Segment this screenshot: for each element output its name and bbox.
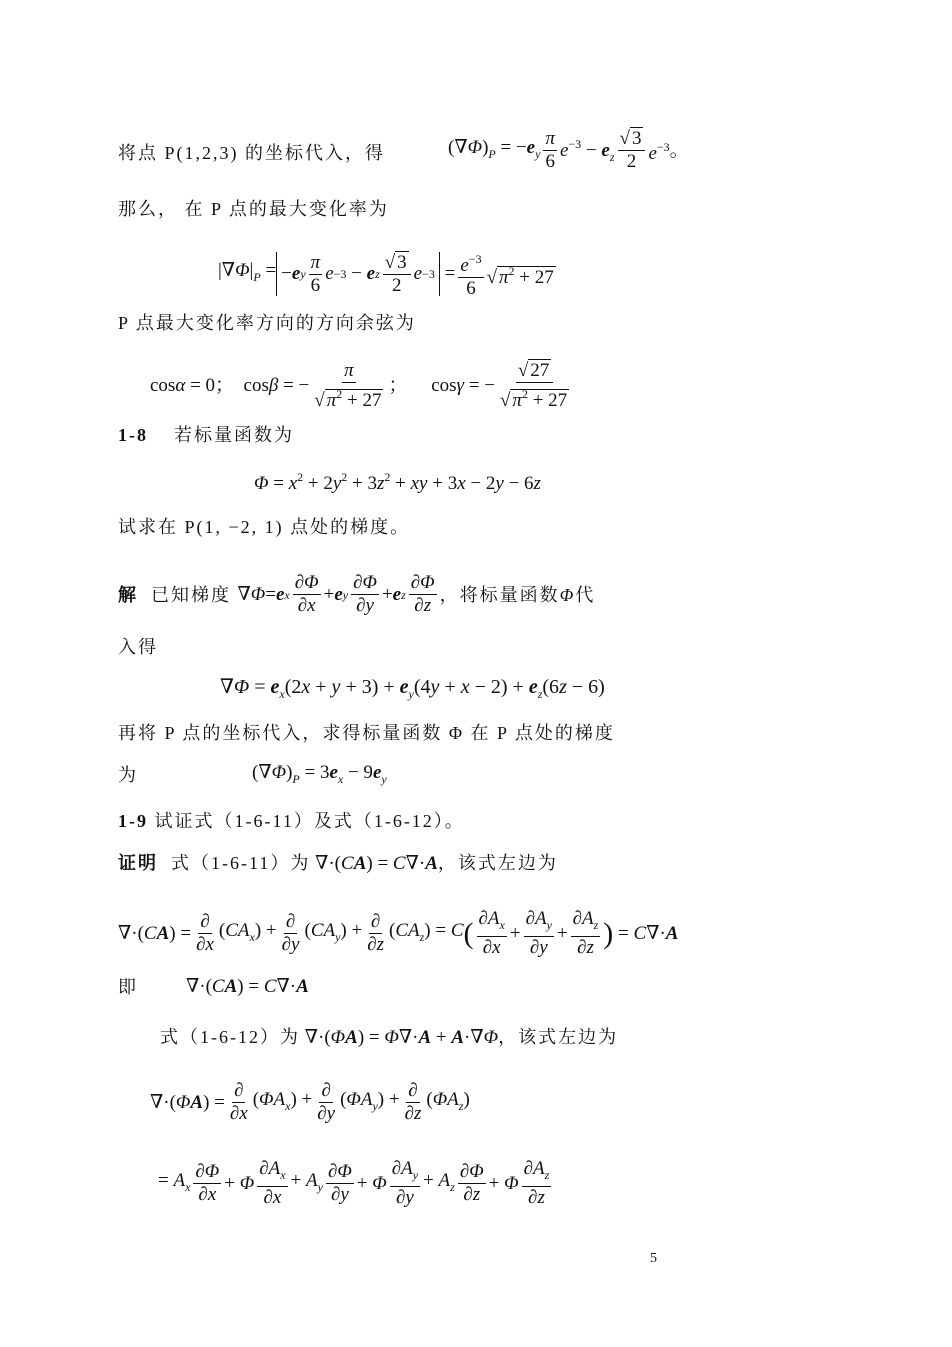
line12-text-2: ，该式左边为 (498, 1027, 619, 1047)
text-line-9: 为 (118, 765, 138, 785)
equation-gradient: $\nabla\Phi = e_x(2x + y + 3) + e_y(4y + x - 2) + e_z(6z - 6)$ (220, 676, 605, 701)
proof-label: 证明 (118, 853, 158, 873)
page-number: 5 (650, 1251, 657, 1266)
problem-1-9 (118, 808, 465, 834)
problem-number-1-9: 1-9 (118, 811, 148, 831)
ji-line (118, 974, 138, 1000)
text-line-7: 入得 (118, 637, 158, 657)
problem-number-1-8: 1-8 (118, 425, 148, 445)
line1-end: 。 (669, 139, 689, 161)
text-line-3: P 点最大变化率方向的方向余弦为 (118, 313, 416, 333)
proof-line: 证明 式（1-6-11）为 ∇·(CA) = C∇·A，该式左边为 (118, 853, 558, 874)
solution-line: 解 已知梯度 ∇ Φ = e x $\frac{\partial\Phi}{\partial x}$ + e y $\frac{\partial\Phi}{\partial y}$ + e z $\frac{\partial\Phi}{\partial z}$ ，将标量函数 Φ 代 (118, 572, 596, 616)
equation-gradient-result: $(\nabla\Phi)_P = 3e_x - 9e_y$ (252, 762, 387, 786)
line1-text: 将点 P(1,2,3) 的坐标代入，得 (118, 143, 385, 163)
text-line-12: 式（1-6-12）为 ∇·(ΦA) = Φ∇·A + A·∇Φ，该式左边为 (160, 1027, 619, 1048)
text-line-1 (118, 140, 385, 166)
line12-text-1: 式（1-6-12）为 (160, 1027, 300, 1047)
equation-gradient-at-p: $(\nabla\Phi)_P = -e_y$ $\frac{\pi}{6}$ $e^{-3} - e_z$ $\frac{√ 3}{2}$ $e^{-3}$ 。 (448, 128, 689, 172)
problem-1-8 (118, 422, 294, 448)
ji-label: 即 (118, 977, 138, 997)
proof-text-1: 式（1-6-11）为 (171, 853, 311, 873)
text-line-2: 那么， 在 P 点的最大变化率为 (118, 199, 389, 219)
text-line-5: 试求在 P(1, −2, 1) 点处的梯度。 (118, 517, 411, 537)
equation-scalar-function: $\Phi = x^2 + 2y^2 + 3z^2$ + xy + 3x − 2y − 6z (254, 470, 541, 494)
text-line-8: 再将 P 点的坐标代入，求得标量函数 Φ 在 P 点处的梯度 (118, 723, 615, 743)
equation-div-ca-result: ∇·(CA) = C∇·A (186, 976, 309, 997)
solution-label: 解 (118, 584, 138, 605)
problem-1-9-text: 试证式（1-6-11）及式（1-6-12）。 (154, 811, 465, 831)
solution-text-2: ，将标量函数 (439, 584, 560, 605)
solution-text-3: 代 (575, 584, 596, 605)
equation-direction-cosines: cosα = 0； cosβ = − $\frac{\pi}{√ \pi^2 + 27}$ ； cosγ = − $\frac{√ 27}{√ \pi^2 + 27}$ (150, 360, 568, 411)
equation-div-phia-expanded: = $A_x$ $\frac{\partial\Phi}{\partial x}$ + Φ $\frac{\partial A_x}{\partial x}$ + $A_y$ $\frac{\partial\Phi}{\partial y}$ + Φ $\frac{\partial A_y}{\partial y}$ + $A_z$ $\frac{\partial\Phi}{\partial z}$ + Φ $\frac{\partial A_z}{\partial z}$ (158, 1158, 550, 1208)
equation-div-phia: ∇·(ΦA) = $\frac{\partial}{\partial x}$ $(\Phi A_x)$ + $\frac{\partial}{\partial y}$ $(\Phi A_y)$ + $\frac{\partial}{\partial z}$ $(\Phi A_z)$ (150, 1080, 470, 1124)
proof-text-2: ，该式左边为 (437, 853, 558, 873)
solution-text-1: 已知梯度 (151, 584, 231, 605)
equation-max-rate: $|\nabla\Phi|_P$ = − e y $\frac{\pi}{6}$ e −3 − e z $\frac{√ 3}{2}$ e −3 = $\frac{e^{-3}}{6}$ √ $\pi^2 + 27$ (218, 248, 556, 300)
problem-1-8-text: 若标量函数为 (174, 425, 294, 445)
equation-div-ca: ∇·(CA) = $\frac{\partial}{\partial x}$ $(CA_x)$ + $\frac{\partial}{\partial y}$ $(CA_y)$ + $\frac{\partial}{\partial z}$ $(CA_z) = C$ ( $\frac{\partial A_x}{\partial x}$ + $\frac{\partial A_y}{\partial y}$ + $\frac{\partial A_z}{\partial z}$ ) = C∇·A (118, 908, 679, 958)
